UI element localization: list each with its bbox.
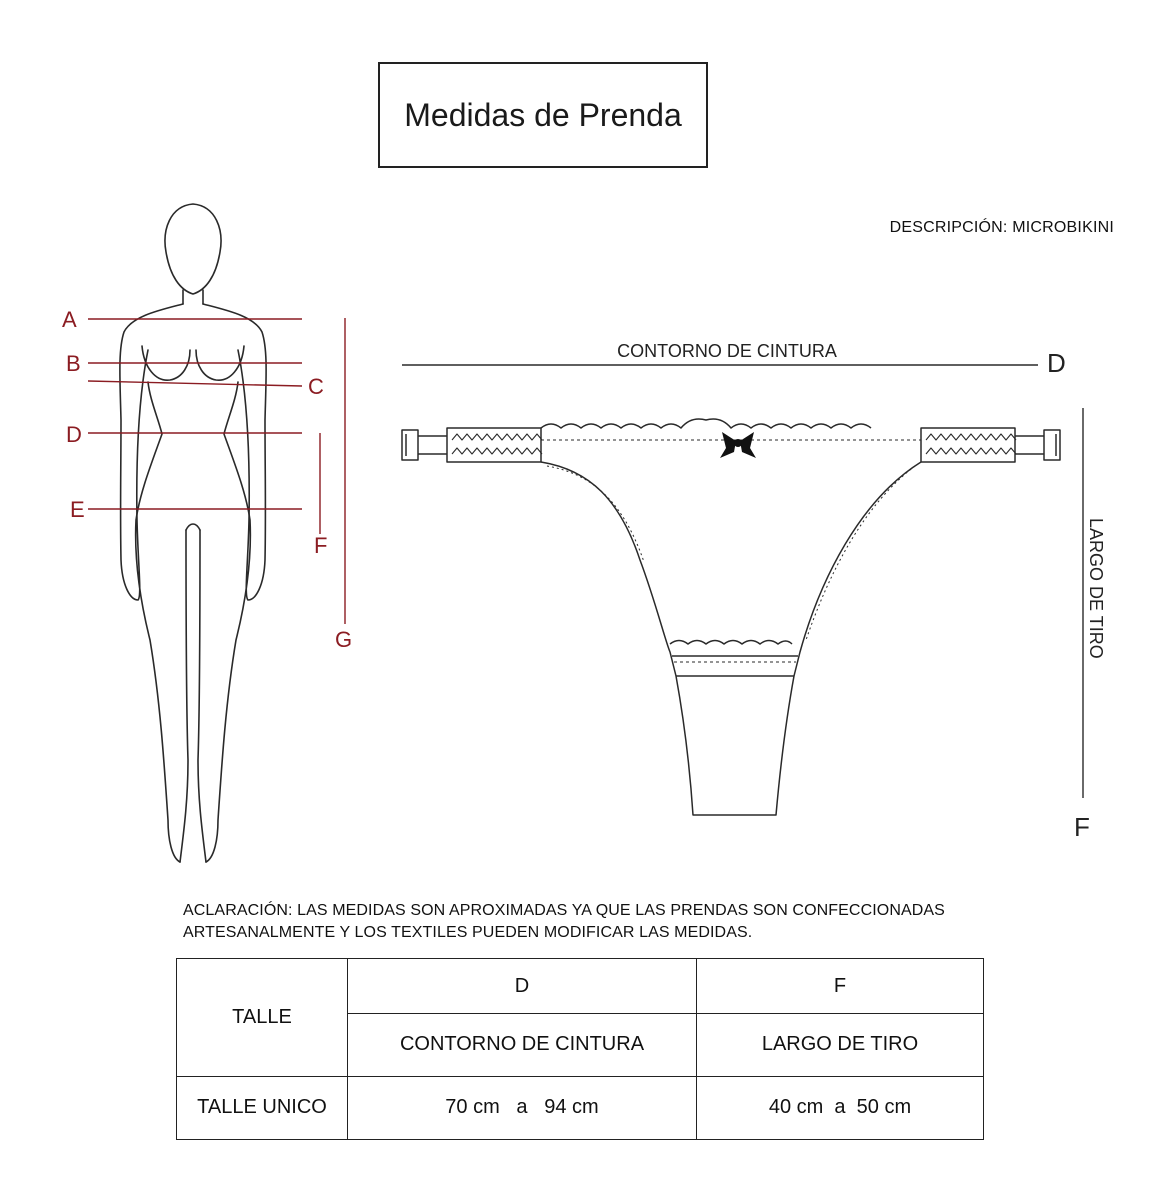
- bow-icon: [720, 432, 756, 458]
- body-measure-lines: [88, 318, 345, 624]
- length-dimension-label: LARGO DE TIRO: [1086, 518, 1106, 659]
- col-f-letter: F: [697, 959, 984, 1014]
- label-d: D: [66, 422, 82, 447]
- label-f: F: [314, 533, 328, 558]
- row-size-label: TALLE UNICO: [177, 1076, 348, 1139]
- microbikini-garment: [402, 419, 1060, 815]
- size-table: [176, 958, 984, 1140]
- length-dimension-letter: F: [1074, 812, 1090, 842]
- label-g: G: [335, 627, 353, 652]
- col-f-label: LARGO DE TIRO: [697, 1014, 984, 1076]
- waist-dimension-letter: D: [1047, 348, 1066, 378]
- label-a: A: [62, 307, 77, 332]
- body-figure: [120, 204, 266, 862]
- label-c: C: [308, 374, 324, 399]
- label-b: B: [66, 351, 81, 376]
- label-e: E: [70, 497, 85, 522]
- col-d-label: CONTORNO DE CINTURA: [348, 1014, 697, 1076]
- disclaimer-note: ACLARACIÓN: LAS MEDIDAS SON APROXIMADAS YA QUE LAS PRENDAS SON CONFECCIONADAS ARTESANALMENTE Y LOS TEXTILES PUEDEN MODIFICAR LAS MEDIDAS.: [183, 902, 945, 941]
- page-title: Medidas de Prenda: [378, 62, 708, 168]
- row-f-value: 40 cm a 50 cm: [697, 1076, 984, 1139]
- col-d-letter: D: [348, 959, 697, 1014]
- row-d-value: 70 cm a 94 cm: [348, 1076, 697, 1139]
- waist-dimension-label: CONTORNO DE CINTURA: [617, 341, 837, 361]
- size-header: TALLE: [177, 959, 348, 1077]
- garment-description: DESCRIPCIÓN: MICROBIKINI: [889, 219, 1114, 236]
